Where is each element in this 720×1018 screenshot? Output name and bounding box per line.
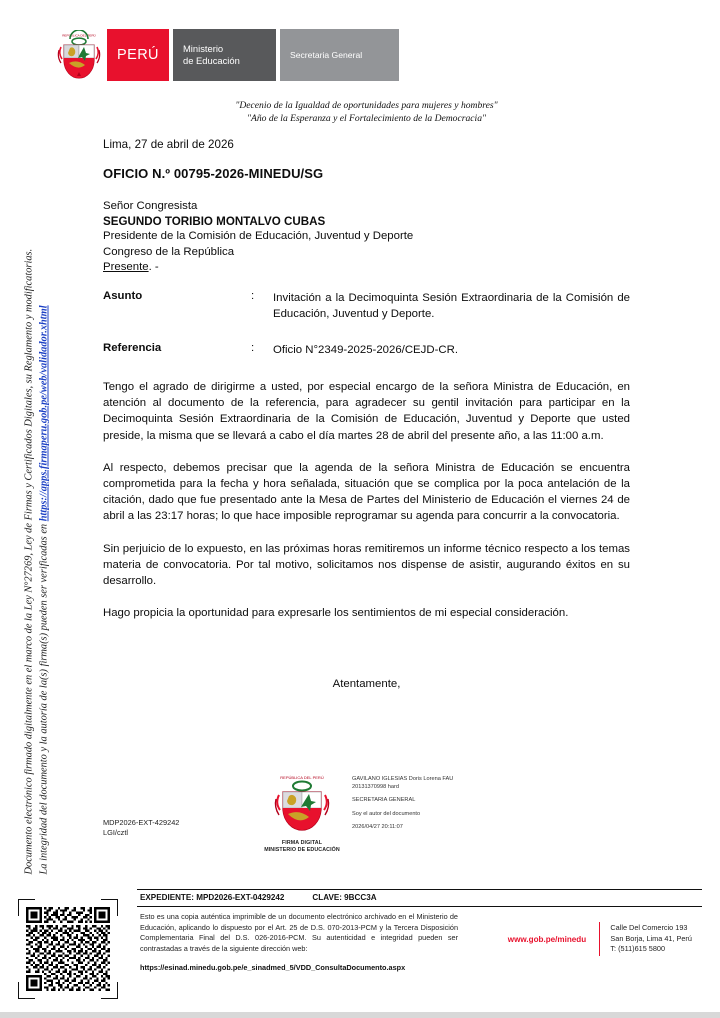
ministry-line-2: de Educación: [183, 55, 240, 66]
addressee-salutation: Señor Congresista: [103, 200, 198, 212]
closing-salutation: Atentamente,: [332, 678, 401, 690]
letter-body: [103, 379, 630, 637]
ministry-block: [173, 29, 276, 81]
addressee-present: [103, 260, 413, 275]
qr-code-graphic: [26, 907, 110, 991]
addressee-position: Presidente de la Comisión de Educación, Juventud y Deporte: [103, 230, 414, 243]
footer-codes: [140, 893, 377, 902]
footer-notice: [140, 912, 458, 974]
signature-caption-line-2: MINISTERIO DE EDUCACIÓN: [264, 847, 340, 853]
coat-of-arms-icon: [55, 29, 107, 81]
epigraph-line-2: "Año de la Esperanza y el Fortalecimiento de la Democracia": [246, 112, 487, 124]
signature-caption: [258, 840, 346, 854]
side-note-line-1: Documento electrónico firmado digitalmente en el marco de la Ley N°27269, Ley de Firmas y Certificados Digitales, su Reglamento y modificatorias.: [23, 248, 35, 875]
signer-role: SECRETARIA GENERAL: [352, 797, 416, 804]
office-block: Secretaria General: [280, 29, 399, 81]
referencia-colon: :: [251, 342, 255, 354]
mdp-code: MDP2026-EXT-429242: [103, 818, 180, 827]
asunto-label: Asunto: [103, 290, 143, 302]
digital-signature-side-note: [0, 0, 68, 890]
address-line-1: Calle Del Comercio 193: [610, 923, 688, 933]
coat-of-arms-stamp-icon: [273, 772, 331, 834]
reference-codes: [103, 818, 179, 838]
date-line: Lima, 27 de abril de 2026: [103, 138, 234, 151]
side-note-line-2: [37, 15, 52, 875]
footer-top-rule: [137, 889, 702, 890]
subject-reference-block: [103, 290, 630, 378]
paragraph-1: Tengo el agrado de dirigirme a usted, por especial encargo de la señora Ministra de Educación, en atención al documento de la referencia, para agradecer su gentil invitación para participar en la Decimoquinta Sesión Extraordinaria de la Comisión de Educación, Juventud y Deporte que usted preside, la misma que se llevará a cabo el día martes 28 de abril del presente año, a las 11:00 a.m.: [103, 381, 630, 442]
author-initials: LGI/cztl: [103, 828, 129, 837]
addressee-block: [103, 199, 413, 275]
paragraph-4: Hago propicia la oportunidad para expresarle los sentimientos de mi especial consideración.: [103, 607, 569, 620]
validator-link[interactable]: https://apps.firmaperu.gob.pe/web/validador.xhtml: [38, 305, 49, 522]
qr-code[interactable]: [18, 899, 118, 999]
epigraph: [103, 100, 630, 125]
verification-url[interactable]: https://esinad.minedu.gob.pe/e_sinadmed_5/VDD_ConsultaDocumento.aspx: [140, 963, 406, 973]
ministry-line-1: Ministerio: [183, 42, 224, 54]
present-word: Presente: [103, 260, 149, 273]
addressee-name: SEGUNDO TORIBIO MONTALVO CUBAS: [103, 215, 326, 229]
contact-address: [610, 923, 692, 954]
institutional-header: [55, 29, 399, 81]
referencia-label: Referencia: [103, 342, 162, 354]
epigraph-line-1: "Decenio de la Igualdad de oportunidades para mujeres y hombres": [235, 100, 498, 111]
paragraph-2: Al respecto, debemos precisar que la agenda de la señora Ministra de Educación se encuentra comprometida para la fecha y hora señalada, situación que se complica por la poca antelación de la citación, dado que fue presentado ante la Mesa de Partes del Ministerio de Educación el viernes 24 de abril a las 23:17 horas; lo que hace imposible reprogramar su agenda para concurrir a la convocatoria.: [103, 461, 630, 523]
gob-website-link[interactable]: www.gob.pe/minedu: [507, 934, 587, 944]
footer-notice-text: Esto es una copia auténtica imprimible de un documento electrónico archivado en el Ministerio de Educación, aplicando lo dispuesto por el Art. 25 de D.S. 070-2013-PCM y la Tercera Disposición Complementaria Final del D.S. 026-2016-PCM. Su autenticidad e integridad pueden ser contrastadas a través de la siguiente dirección web:: [140, 912, 458, 953]
referencia-row: [103, 342, 630, 358]
clave-code: CLAVE: 9BCC3A: [312, 893, 377, 902]
expediente-code: EXPEDIENTE: MPD2026-EXT-0429242: [140, 893, 285, 902]
page-bottom-edge: [0, 1012, 720, 1018]
signature-details: [352, 772, 457, 832]
asunto-row: [103, 290, 630, 322]
peru-brand-block: PERÚ: [107, 29, 169, 81]
digital-signature-stamp: [258, 772, 457, 854]
contact-divider: [599, 922, 600, 956]
signature-emblem: [258, 772, 346, 854]
referencia-value: Oficio N°2349-2025-2026/CEJD-CR.: [273, 344, 458, 356]
address-line-2: San Borja, Lima 41, Perú: [610, 933, 692, 943]
side-note-line-2-text: La integridad del documento y la autoría de la(s) firma(s) pueden ser verificadas en: [38, 521, 49, 875]
signature-caption-line-1: FIRMA DIGITAL: [281, 840, 323, 846]
signature-reason: Soy el autor del documento: [352, 810, 421, 817]
signature-timestamp: 2026/04/27 20:11:07: [352, 824, 403, 831]
paragraph-3: Sin perjuicio de lo expuesto, en las próximas horas remitiremos un informe técnico respecto a los temas materia de convocatoria. Por tal motivo, solicitamos nos dispense de asistir, augurando éxitos en su desarrollo.: [103, 542, 630, 588]
footer-contact: [495, 922, 692, 956]
svg-text:REPÚBLICA DEL PERÚ: REPÚBLICA DEL PERÚ: [62, 33, 96, 38]
asunto-colon: :: [251, 290, 255, 302]
address-phone: T: (511)615 5800: [610, 944, 666, 954]
present-suffix: . -: [148, 260, 159, 273]
footer-second-rule: [137, 906, 702, 907]
oficio-number: OFICIO N.º 00795-2026-MINEDU/SG: [103, 166, 324, 181]
asunto-value: Invitación a la Decimoquinta Sesión Extraordinaria de la Comisión de Educación, Juventud y Deporte.: [273, 292, 630, 320]
signer-name: GAVILANO IGLESIAS Doris Lorena FAU 20131370998 hard: [352, 776, 454, 790]
svg-text:REPÚBLICA DEL PERÚ: REPÚBLICA DEL PERÚ: [280, 775, 324, 780]
addressee-institution: Congreso de la República: [103, 245, 235, 258]
